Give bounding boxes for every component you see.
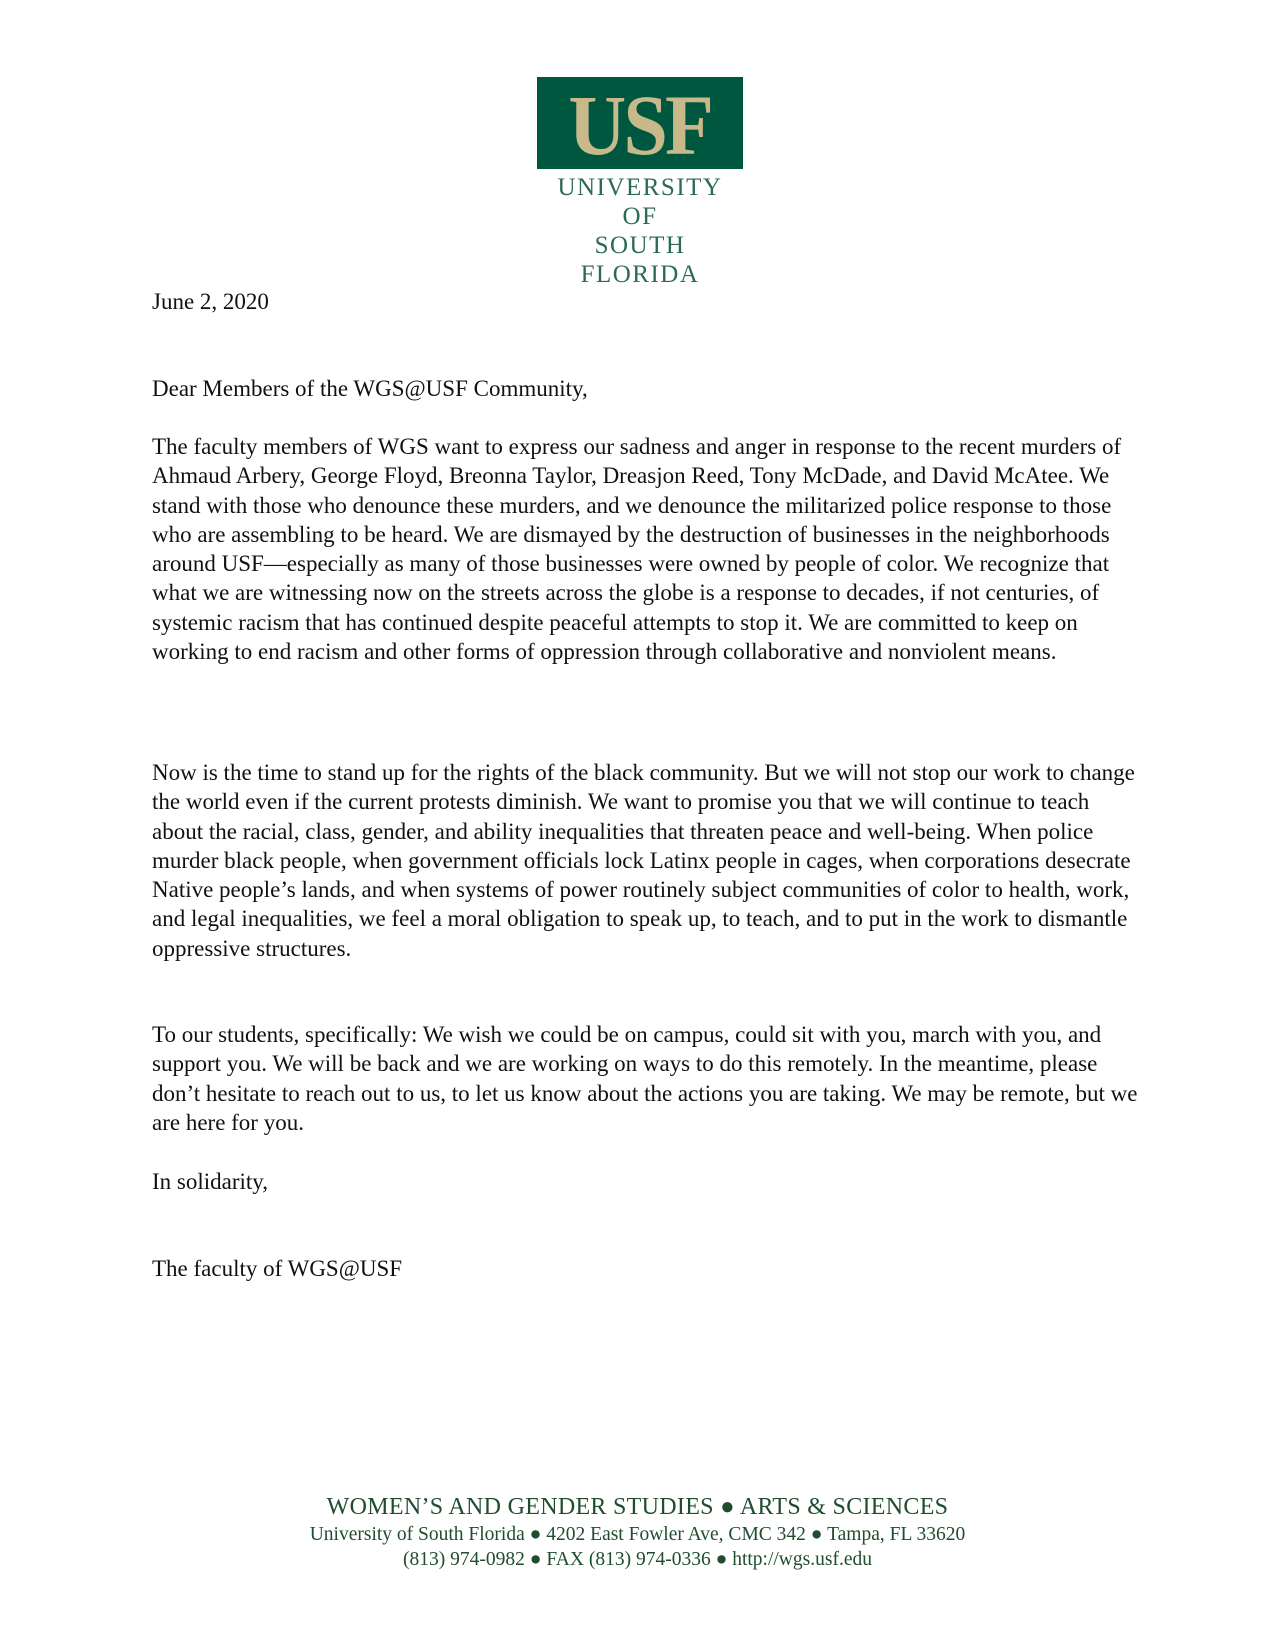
letter-closing: In solidarity, xyxy=(152,1169,269,1194)
footer-address: University of South Florida ● 4202 East Fowler Ave, CMC 342 ● Tampa, FL 33620 xyxy=(309,1524,966,1545)
usf-logo-wordmark xyxy=(537,173,743,289)
usf-logo-mark: USF xyxy=(568,77,712,173)
letterhead-footer xyxy=(0,1492,1275,1572)
letter-paragraph-3: To our students, specifically: We wish we could be on campus, could sit with you, march with you, and support you. We will be back and we are working on ways to do this remotely. In the meantime, please don’t hesitate to reach out to us, to let us know about the actions you are taking. We may be remote, but we are here for you. xyxy=(152,1022,1138,1135)
letter-signature: The faculty of WGS@USF xyxy=(152,1256,403,1281)
letter-date: June 2, 2020 xyxy=(152,289,269,314)
usf-logo xyxy=(537,77,743,289)
letter-greeting: Dear Members of the WGS@USF Community, xyxy=(152,376,588,401)
usf-logo-line1: UNIVERSITY OF xyxy=(557,174,723,230)
usf-logo-mark-box xyxy=(537,77,743,173)
letter-paragraph-2: Now is the time to stand up for the rights of the black community. But we will not stop our work to change the world even if the current protests diminish. We want to promise you that we will continue to teach about the racial, class, gender, and ability inequalities that threaten peace and well-being. When police murder black people, when government officials lock Latinx people in cages, when corporations desecrate Native people’s lands, and when systems of power routinely subject communities of color to health, work, and legal inequalities, we feel a moral obligation to speak up, to teach, and to put in the work to dismantle oppressive structures. xyxy=(152,760,1135,961)
letter-paragraph-1: The faculty members of WGS want to express our sadness and anger in response to the recent murders of Ahmaud Arbery, George Floyd, Breonna Taylor, Dreasjon Reed, Tony McDade, and David McAtee. We stand with those who denounce these murders, and we denounce the militarized police response to those who are assembling to be heard. We are dismayed by the destruction of businesses in the neighborhoods around USF—especially as many of those businesses were owned by people of color. We recognize that what we are witnessing now on the streets across the globe is a response to decades, if not centuries, of systemic racism that has continued despite peaceful attempts to stop it. We are committed to keep on working to end racism and other forms of oppression through collaborative and nonviolent means. xyxy=(152,434,1122,665)
usf-logo-line2: SOUTH FLORIDA xyxy=(580,232,700,288)
footer-contact: (813) 974-0982 ● FAX (813) 974-0336 ● http://wgs.usf.edu xyxy=(403,1549,872,1570)
footer-department: WOMEN’S AND GENDER STUDIES ● ARTS & SCIENCES xyxy=(326,1494,949,1520)
